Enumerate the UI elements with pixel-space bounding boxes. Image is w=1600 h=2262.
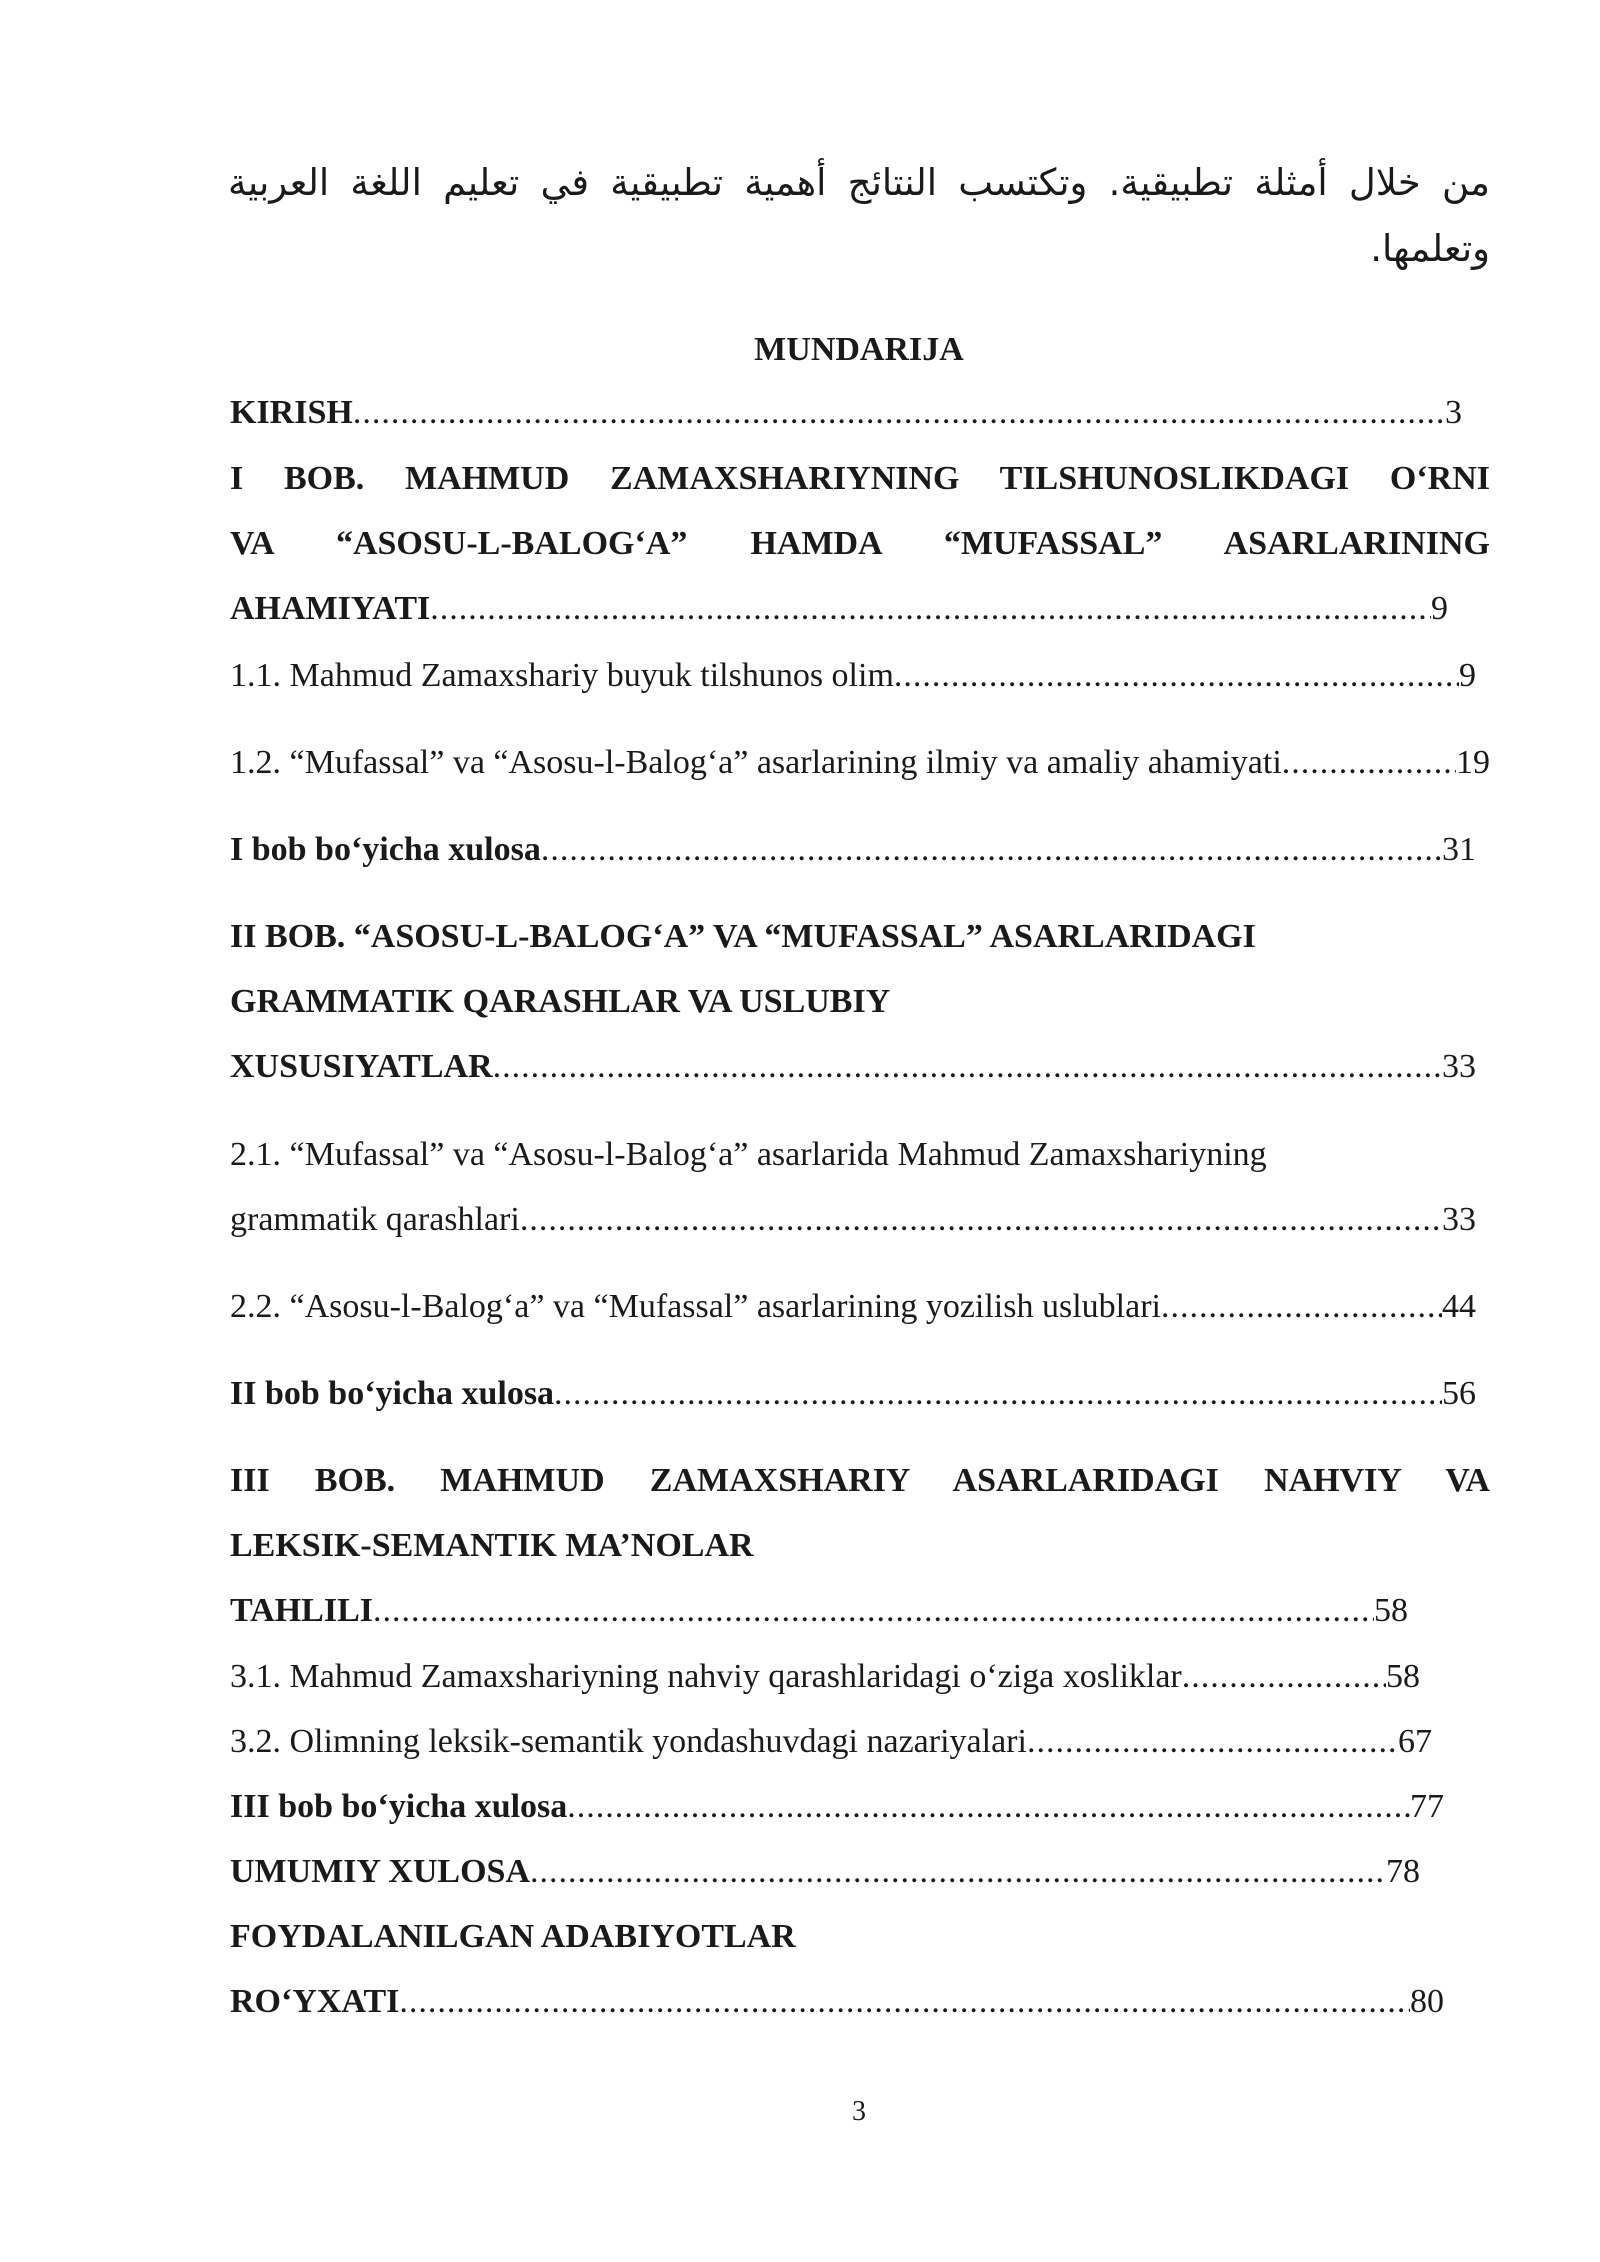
toc-entry-line: FOYDALANILGAN ADABIYOTLAR (230, 1918, 796, 1955)
toc-page-number: 78 (1386, 1853, 1420, 1890)
toc-entry-label: 1.2. “Mufassal” va “Asosu-l-Balog‘a” asarlarining ilmiy va amaliy ahamiyati (230, 744, 1282, 781)
toc-page-number: 58 (1386, 1658, 1420, 1695)
toc-page-number: 58 (1374, 1592, 1408, 1629)
toc-entry-line: II BOB. “ASOSU-L-BALOG‘A” VA “MUFASSAL” ASARLARIDAGI (230, 918, 1256, 955)
dot-leader (541, 817, 1442, 882)
toc-entry-line: 2.1. “Mufassal” va “Asosu-l-Balog‘a” asarlarida Mahmud Zamaxshariyning (230, 1136, 1267, 1173)
toc-entry-label: TAHLILI (230, 1592, 373, 1629)
dot-leader (567, 1774, 1410, 1839)
toc-entry-xulosa-1 (230, 817, 1476, 882)
toc-entry-adabiyotlar (230, 1904, 1444, 2034)
toc-page-number: 67 (1398, 1723, 1432, 1760)
toc-entry-label: 3.2. Olimning leksik-semantik yondashuvdagi nazariyalari (230, 1723, 1027, 1760)
toc-entry-section-1-2 (230, 730, 1490, 795)
toc-entry-label: XUSUSIYATLAR (230, 1048, 493, 1085)
toc-entry-label: KIRISH (230, 394, 353, 431)
toc-entry-section-2-1 (230, 1122, 1476, 1252)
dot-leader (1161, 1274, 1442, 1339)
toc-entry-kirish (230, 380, 1462, 445)
dot-leader (1027, 1709, 1398, 1774)
dot-leader (1282, 730, 1456, 795)
toc-entry-label: 3.1. Mahmud Zamaxshariyning nahviy qarashlaridagi o‘ziga xosliklar (230, 1658, 1182, 1695)
dot-leader (554, 1361, 1442, 1426)
arabic-intro-paragraph: من خلال أمثلة تطبيقية. وتكتسب النتائج أهمية تطبيقية في تعليم اللغة العربية وتعلمها. (228, 161, 1490, 270)
dot-leader (520, 1187, 1442, 1252)
toc-title: MUNDARIJA (754, 331, 964, 368)
toc-entry-label: 2.2. “Asosu-l-Balog‘a” va “Mufassal” asarlarining yozilish uslublari (230, 1288, 1161, 1325)
dot-leader (894, 643, 1459, 708)
toc-page-number: 3 (1445, 394, 1462, 431)
dot-leader (493, 1034, 1442, 1099)
toc-entry-umumiy-xulosa (230, 1839, 1420, 1904)
dot-leader (530, 1839, 1386, 1904)
toc-page-number: 56 (1442, 1375, 1476, 1412)
toc-page-number: 19 (1456, 744, 1490, 781)
toc-entry-line: III BOB. MAHMUD ZAMAXSHARIY ASARLARIDAGI NAHVIY VA (230, 1462, 1490, 1499)
toc-page-number: 33 (1442, 1048, 1476, 1085)
toc-entry-line: I BOB. MAHMUD ZAMAXSHARIYNING TILSHUNOSLIKDAGI O‘RNI (230, 460, 1490, 497)
toc-page-number: 44 (1442, 1288, 1476, 1325)
toc-entry-label: 1.1. Mahmud Zamaxshariy buyuk tilshunos olim (230, 657, 894, 694)
dot-leader (399, 1969, 1410, 2034)
toc-entry-label: grammatik qarashlari (230, 1201, 520, 1238)
toc-entry-label: AHAMIYATI (230, 590, 431, 627)
toc-page-number: 9 (1459, 657, 1476, 694)
dot-leader (1182, 1644, 1386, 1709)
toc-entry-label: III bob bo‘yicha xulosa (230, 1788, 568, 1825)
toc-entry-line: GRAMMATIK QARASHLAR VA USLUBIY (230, 983, 891, 1020)
toc-entry-bob-1 (230, 446, 1490, 641)
page-number: 3 (852, 2096, 866, 2127)
dot-leader (353, 380, 1445, 445)
toc-page-number: 80 (1410, 1983, 1444, 2020)
toc-page-number: 77 (1410, 1788, 1444, 1825)
toc-page-number: 31 (1442, 831, 1476, 868)
toc-entry-line: VA “ASOSU-L-BALOG‘A” HAMDA “MUFASSAL” ASARLARINING (230, 525, 1490, 562)
dot-leader (430, 576, 1431, 641)
toc-entry-xulosa-2 (230, 1361, 1476, 1426)
toc-entry-section-1-1 (230, 643, 1476, 708)
toc-entry-label: UMUMIY XULOSA (230, 1853, 531, 1890)
toc-entry-bob-3 (230, 1448, 1490, 1643)
toc-entry-section-3-1 (230, 1644, 1420, 1709)
toc-entry-line: LEKSIK-SEMANTIK MA’NOLAR (230, 1527, 754, 1564)
toc-entry-label: RO‘YXATI (230, 1983, 400, 2020)
toc-entry-label: II bob bo‘yicha xulosa (230, 1375, 555, 1412)
dot-leader (373, 1578, 1374, 1643)
toc-page-number: 9 (1431, 590, 1448, 627)
toc-page-number: 33 (1442, 1201, 1476, 1238)
toc-entry-section-3-2 (230, 1709, 1432, 1774)
toc-entry-section-2-2 (230, 1274, 1476, 1339)
toc-entry-xulosa-3 (230, 1774, 1444, 1839)
toc-entry-label: I bob bo‘yicha xulosa (230, 831, 541, 868)
toc-entry-bob-2 (230, 904, 1476, 1099)
